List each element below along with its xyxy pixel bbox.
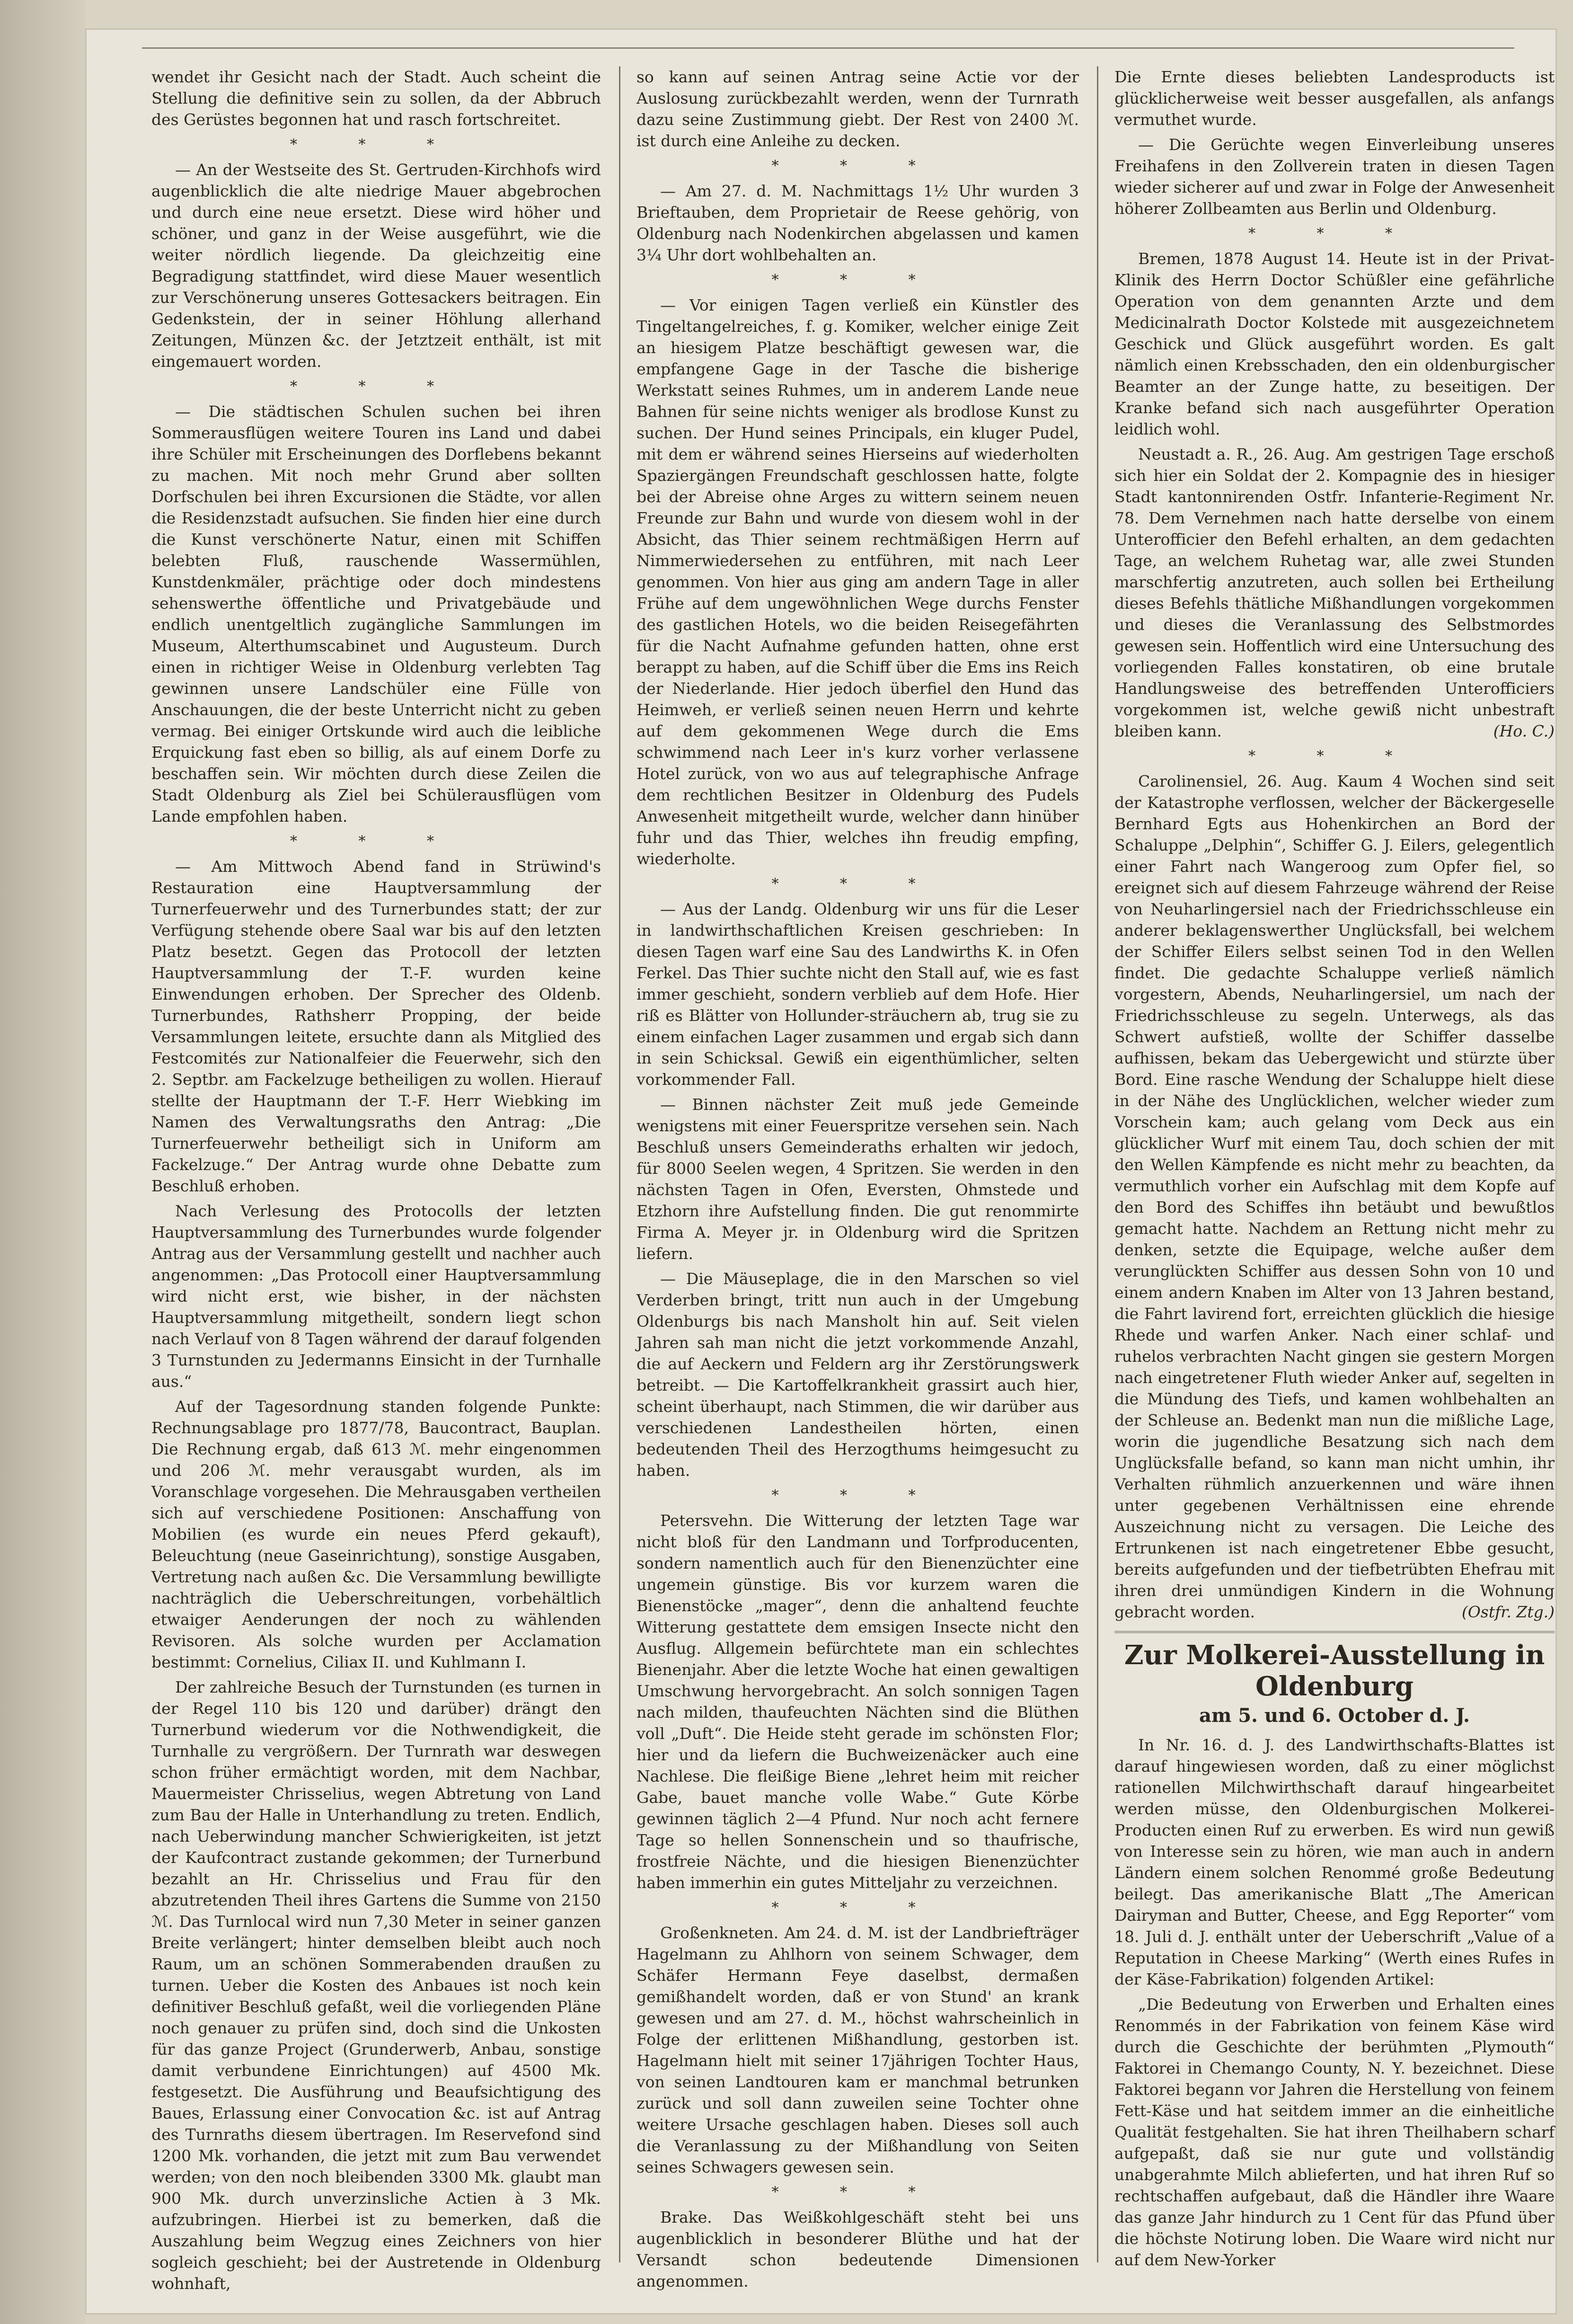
article-paragraph: Großenkneten. Am 24. d. M. ist der Landbriefträger Hagelmann zu Ahlhorn von seinem Schwager, dem Schäfer Hermann Feye daselbst, dermaßen gemißhandelt worden, daß er von Stund' an krank gewesen und am 27. d. M., höchst wahrscheinlich in Folge der erlittenen Mißhandlung, gestorben ist. Hagelmann hielt mit seiner 17jährigen Tochter Haus, von seinen Landtouren kam er manchmal betrunken zurück und soll dann zuweilen seine Tochter ohne weitere Ursache geschlagen haben. Dieses soll auch die Veranlassung zu der Mißhandlung von Seiten seines Schwagers gewesen sein. [636, 1924, 1079, 2176]
column-middle [636, 66, 1079, 2290]
article-paragraph: In Nr. 16. d. J. des Landwirthschafts-Blattes ist darauf hingewiesen worden, daß zu einer möglichst rationellen Milchwirthschaft darauf hingearbeitet werden müsse, den Oldenburgischen Molkerei-Producten einen Ruf zu erwerben. Es wird nun gewiß von Interesse sein zu hören, wie man auch in andern Ländern einem solchen Renommé große Bedeutung beilegt. Das amerikanische Blatt „The American Dairyman and Butter, Cheese, and Egg Reporter“ vom 18. Juli d. J. enthält unter der Ueberschrift „Value of a Reputation in Cheese Marking“ (Werth eines Rufes in der Käse-Fabrikation) folgenden Artikel: [1114, 1736, 1555, 1988]
column-left [151, 66, 601, 2293]
section-stars: * * * [290, 378, 463, 395]
section-stars: * * * [771, 158, 944, 174]
source-credit: (Ostfr. Ztg.) [1461, 1603, 1555, 1621]
section-stars: * * * [1248, 225, 1421, 242]
source-credit: (Ho. C.) [1493, 722, 1555, 740]
section-stars: * * * [771, 2184, 944, 2200]
section-stars: * * * [290, 833, 463, 850]
article-paragraph: — Am Mittwoch Abend fand in Strüwind's Restauration eine Hauptversammlung der Turnerfeuerwehr und des Turnerbundes statt; der zur Verfügung stehende obere Saal war bis auf den letzten Platz besetzt. Gegen das Protocoll der letzten Hauptversammlung der T.-F. wurden keine Einwendungen erhoben. Der Sprecher des Oldenb. Turnerbundes, Rathsherr Propping, der beide Versammlungen leitete, ersuchte dann als Mitglied des Festcomités zur Nationalfeier die Feuerwehr, sich den 2. Septbr. am Fackelzuge betheiligen zu wollen. Hierauf stellte der Hauptmann der T.-F. Herr Wiebking im Namen des Verwaltungsraths den Antrag: „Die Turnerfeuerwehr betheiligt sich in Uniform am Fackelzuge.“ Der Antrag wurde ohne Debatte zum Beschluß erhoben. [151, 857, 601, 1195]
top-rule [142, 47, 1514, 49]
column-right [1114, 66, 1555, 2269]
section-rule [1114, 1631, 1555, 1633]
article-paragraph: Auf der Tagesordnung standen folgende Punkte: Rechnungsablage pro 1877/78, Baucontract, Bauplan. Die Rechnung ergab, daß 613 ℳ. mehr eingenommen und 206 ℳ. mehr verausgabt wurden, als im Voranschlage vorgesehen. Die Mehrausgaben vertheilen sich auf verschiedene Positionen: Anschaffung von Mobilien (es wurde ein neues Pferd gekauft), Beleuchtung (neue Gaseinrichtung), sonstige Ausgaben, Vertretung nach außen &c. Die Versammlung bewilligte nachträglich die Ueberschreitungen, vorbehältlich etwaiger Aenderungen der noch zu wählenden Revisoren. Als solche wurden per Acclamation bestimmt: Cornelius, Ciliax II. und Kuhlmann I. [151, 1397, 601, 1671]
article-paragraph: — Vor einigen Tagen verließ ein Künstler des Tingeltangelreiches, f. g. Komiker, welcher einige Zeit an hiesigem Platze beschäftigt gewesen war, die empfangene Gage in der Tasche die bisherige Werkstatt seines Ruhmes, um in anderem Lande neue Bahnen für seine nichts weniger als brodlose Kunst zu suchen. Der Hund seines Principals, ein kluger Pudel, mit dem er während seines Hierseins auf wiederholten Spaziergängen Freundschaft geschlossen hatte, folgte bei der Abreise ohne Arges zu wittern seinem neuen Freunde zur Bahn und wurde von diesem wohl in der Absicht, das Thier seinem rechtmäßigen Herrn auf Nimmerwiedersehen zu entführen, mit nach Leer genommen. Von hier aus ging am andern Tage in aller Frühe auf dem ungewöhnlichen Wege durchs Fenster des gastlichen Hotels, wo die beiden Reisegefährten für die Nacht Aufnahme gefunden hatten, ohne erst berappt zu haben, auf die Schiff über die Ems ins Reich der Niederlande. Hier jedoch überfiel den Hund das Heimweh, er verließ seinen neuen Herrn und kehrte auf dem gekommenen Wege durch die Ems schwimmend nach Leer in's kurz vorher verlassene Hotel zurück, von wo aus auf telegraphische Anfrage dem rechtlichen Besitzer in Oldenburg des Pudels Anwesenheit mitgetheilt wurde, welcher dann hinüber fuhr und das Thier, welches ihn freudig empfing, wiederholte. [636, 296, 1079, 868]
article-paragraph: Nach Verlesung des Protocolls der letzten Hauptversammlung des Turnerbundes wurde folgender Antrag aus der Versammlung gestellt und nachher auch angenommen: „Das Protocoll einer Hauptversammlung wird nicht erst, wie bisher, in der nächsten Hauptversammlung mitgetheilt, sondern liegt schon nach Verlauf von 8 Tagen während der darauf folgenden 3 Turnstunden zu Jedermanns Einsicht in der Turnhalle aus.“ [151, 1202, 601, 1391]
section-stars: * * * [290, 136, 463, 153]
article-paragraph: — Die Gerüchte wegen Einverleibung unseres Freihafens in den Zollverein traten in diesen Tagen wieder sicherer auf und zwar in Folge der Anwesenheit höherer Zollbeamten aus Berlin und Oldenburg. [1114, 135, 1555, 218]
section-stars: * * * [771, 1899, 944, 1916]
section-stars: * * * [771, 1487, 944, 1504]
article-paragraph: — Am 27. d. M. Nachmittags 1½ Uhr wurden 3 Brieftauben, dem Proprietair de Reese gehörig, von Oldenburg nach Nodenkirchen abgelassen und kamen 3¼ Uhr dort wohlbehalten an. [636, 182, 1079, 264]
article-paragraph: Der zahlreiche Besuch der Turnstunden (es turnen in der Regel 110 bis 120 und darüber) drängt den Turnerbund wiederum vor die Nothwendigkeit, die Turnhalle zu vergrößern. Der Turnrath war deswegen schon früher ermächtigt worden, mit dem Nachbar, Mauermeister Chrisselius, wegen Abtretung von Land zum Bau der Halle in Unterhandlung zu treten. Endlich, nach Ueberwindung mancher Schwierigkeiten, ist jetzt der Kaufcontract zustande gekommen; der Turnerbund bezahlt an Hr. Chrisselius und Frau für den abzutretenden Theil ihres Gartens die Summe von 2150 ℳ. Das Turnlocal wird nun 7,30 Meter in seiner ganzen Breite verlängert; hinter demselben bleibt auch noch Raum, um an schönen Sommerabenden draußen zu turnen. Ueber die Kosten des Anbaues ist noch kein definitiver Beschluß gefaßt, weil die vorliegenden Pläne noch genauer zu prüfen sind, doch sind die Unkosten für das ganze Project (Grunderwerb, Anbau, sonstige damit verbundene Einrichtungen) auf 4500 Mk. festgesetzt. Die Ausführung und Beaufsichtigung des Baues, Erlassung einer Convocation &c. ist auf Antrag des Turnraths diesem übertragen. Im Reservefond sind 1200 Mk. vorhanden, die jetzt mit zum Bau verwendet werden; von den noch bleibenden 3300 Mk. glaubt man 900 Mk. durch unverzinsliche Actien à 3 Mk. aufzubringen. Hierbei ist zu bemerken, daß die Auszahlung beim Wegzug eines Zeichners von hier sogleich geschieht; bei der Austretende in Oldenburg wohnhaft, [151, 1678, 601, 2293]
article-paragraph: — Aus der Landg. Oldenburg wir uns für die Leser in landwirthschaftlichen Kreisen geschrieben: In diesen Tagen warf eine Sau des Landwirths K. in Ofen Ferkel. Das Thier suchte nicht den Stall auf, wie es fast immer geschieht, sondern verblieb auf dem Hofe. Hier riß es Blätter von Hollunder-sträuchern ab, trug sie zu einem einfachen Lager zusammen und ergab sich dann in sein Schicksal. Gewiß ein eigenthümlicher, selten vorkommender Fall. [636, 900, 1079, 1089]
article-paragraph: — Binnen nächster Zeit muß jede Gemeinde wenigstens mit einer Feuerspritze versehen sein. Nach Beschluß unsers Gemeinderaths erhalten wir jedoch, für 8000 Seelen wegen, 4 Spritzen. Sie werden in den nächsten Tagen in Ofen, Eversten, Ohmstede und Etzhorn ihre Aufstellung finden. Die gut renommirte Firma A. Meyer jr. in Oldenburg wird die Spritzen liefern. [636, 1095, 1079, 1263]
section-stars: * * * [1248, 748, 1421, 764]
article-paragraph: Die Ernte dieses beliebten Landesproducts ist glücklicherweise weit besser ausgefallen, als anfangs vermuthet wurde. [1114, 68, 1555, 129]
section-stars: * * * [771, 272, 944, 288]
book-gutter [0, 0, 85, 2324]
article-paragraph: wendet ihr Gesicht nach der Stadt. Auch scheint die Stellung die definitive sein zu sollen, da der Abbruch des Gerüstes begonnen hat und rasch fortschreitet. [151, 68, 601, 129]
article-subheading: am 5. und 6. October d. J. [1199, 1704, 1470, 1727]
article-paragraph: Petersvehn. Die Witterung der letzten Tage war nicht bloß für den Landmann und Torfproducenten, sondern namentlich auch für den Bienenzüchter eine ungemein günstige. Bis vor kurzem waren die Bienenstöcke „mager“, denn die anhaltend feuchte Witterung gestattete dem emsigen Insecte nicht den Ausflug. Allgemein befürchtete man ein schlechtes Bienenjahr. Aber die letzte Woche hat einen gewaltigen Umschwung hervorgebracht. An solch sonnigen Tagen nach milden, thaufeuchten Nächten sind die Blüthen voll „Duft“. Die Heide steht gerade im schönsten Flor; hier und da liefern die Buchweizenäcker auch eine Nachlese. Die fleißige Biene „lehret heim mit reicher Gabe, bauet manche volle Wabe.“ Gute Körbe gewinnen täglich 2—4 Pfund. Nur noch acht fernere Tage so hellen Sonnenschein und so thaufrische, frostfreie Nächte, und die hiesigen Bienenzüchter haben immerhin ein gutes Mitteljahr zu verzeichnen. [636, 1511, 1079, 1892]
section-stars: * * * [771, 876, 944, 892]
article-paragraph: Bremen, 1878 August 14. Heute ist in der Privat-Klinik des Herrn Doctor Schüßler eine gefährliche Operation von dem genannten Arzte und dem Medicinalrath Doctor Kolstede mit ausgezeichnetem Geschick und Glück ausgeführt worden. Es galt nämlich einen Krebsschaden, den ein oldenburgischer Beamter an der Zunge hatte, zu beseitigen. Der Kranke befand sich nach ausgeführter Operation leidlich wohl. [1114, 249, 1555, 438]
article-paragraph: — Die städtischen Schulen suchen bei ihren Sommerausflügen weitere Touren ins Land und dabei ihre Schüler mit Erscheinungen des Dorflebens bekannt zu machen. Mit noch mehr Grund aber sollten Dorfschulen bei ihren Excursionen die Städte, vor allen die Residenzstadt aufsuchen. Sie finden hier eine durch die Kunst verschönerte Natur, einen mit Schiffen belebten Fluß, rauschende Wassermühlen, Kunstdenkmäler, prächtige oder doch mindestens sehenswerthe öffentliche und Privatgebäude und endlich unentgeltlich zugängliche Sammlungen im Museum, Alterthumscabinet und Augusteum. Durch einen in richtiger Weise in Oldenburg verlebten Tag gewinnen unsere Landschüler eine Fülle von Anschauungen, die der beste Unterricht nicht zu geben vermag. Bei einiger Ortskunde wird auch die leibliche Erquickung fast eben so billig, als auf einem Dorfe zu beschaffen sein. Wir möchten durch diese Zeilen die Stadt Oldenburg als Ziel bei Schülerausflügen vom Lande empfohlen haben. [151, 402, 601, 825]
article-paragraph: Carolinensiel, 26. Aug. Kaum 4 Wochen sind seit der Katastrophe verflossen, welcher der Bäckergeselle Bernhard Egts aus Hohenkirchen an Bord der Schaluppe „Delphin“, Schiffer G. J. Eilers, gelegentlich einer Fahrt nach Wangeroog zum Opfer fiel, so ereignet sich auf diesem Fahrzeuge während der Reise von Neuharlingersiel nach der Friedrichsschleuse ein anderer beklagenswerther Unglücksfall, bei welchem der Schiffer Eilers selbst seinen Tod in den Wellen findet. Die gedachte Schaluppe verließ nämlich vorgestern, Abends, Neuharlingersiel, um nach der Friedrichsschleuse zu segeln. Unterwegs, als das Schwert aufstieß, wollte der Schiffer dasselbe aufhissen, bekam das Uebergewicht und stürzte über Bord. Eine rasche Wendung der Schaluppe hielt diese in der Nähe des Unglücklichen, welcher wieder zum Vorschein kam; auch gelang vom Deck aus ein glücklicher Wurf mit einem Tau, doch schien der mit den Wellen Kämpfende es nicht mehr zu beachten, da vermuthlich vorher ein Aufschlag mit dem Kopfe auf den Bord des Schiffes ihn betäubt und bewußtlos gemacht hatte. Nachdem an Rettung nicht mehr zu denken, setzte die Equipage, welche außer dem verunglückten Schiffer aus dessen Sohn von 10 und einem andern Knaben im Alter von 13 Jahren bestand, die Fahrt lavirend fort, erreichten glücklich die hiesige Rhede und warfen Anker. Nach einer schlaf- und ruhelos verbrachten Nacht gingen sie gestern Morgen nach eingetretener Fluth wieder Anker auf, segelten in die Mündung des Tiefs, und kamen wohlbehalten an der Schleuse an. Bedenkt man nun die mißliche Lage, worin die jugendliche Besatzung sich nach dem Unglücksfalle befand, so kann man nicht umhin, ihr Verhalten rühmlich anzuerkennen und wäre ihnen unter gegebenen Verhältnissen eine ehrende Auszeichnung nicht zu versagen. Die Leiche des Ertrunkenen ist nach eingetretener Ebbe gesucht, bereits aufgefunden und der tiefbetrübten Ehefrau mit ihren drei unmündigen Kindern in die Wohnung gebracht worden. (Ostfr. Ztg.) [1114, 771, 1555, 1623]
article-paragraph: „Die Bedeutung von Erwerben und Erhalten eines Renommés in der Fabrikation von feinem Käse wird durch die Geschichte der berühmten „Plymouth“ Faktorei in Chemango County, N. Y. bezeichnet. Diese Faktorei begann vor Jahren die Herstellung von feinem Fett-Käse und hat seitdem immer an die einheitliche Qualität festgehalten. Sie hat ihren Theilhabern scharf aufgepaßt, daß sie nur gute und vollständig unabgerahmte Milch ablieferten, und hat ihren Ruf so rechtschaffen aufgebaut, daß die Händler ihre Waare das ganze Jahr hindurch zu 1 Cent für das Pfund über die höchste Notirung loben. Die Waare wird nicht nur auf dem New-Yorker [1114, 1995, 1555, 2269]
column-divider-2 [1097, 66, 1098, 2262]
article-paragraph: — An der Westseite des St. Gertruden-Kirchhofs wird augenblicklich die alte niedrige Mauer abgebrochen und durch eine neue ersetzt. Diese wird höher und schöner, und ganz in der Weise ausgeführt, wie die weiter nördlich liegende. Da gleichzeitig eine Begradigung stattfindet, wird diese Mauer wesentlich zur Verschönerung unseres Gottesackers beitragen. Ein Gedenkstein, der in seiner Höhlung allerhand Zeitungen, Münzen &c. der Jetztzeit enthält, ist mit eingemauert worden. [151, 160, 601, 371]
article-paragraph: — Die Mäuseplage, die in den Marschen so viel Verderben bringt, tritt nun auch in der Umgebung Oldenburgs bis nach Mansholt hin auf. Seit vielen Jahren sah man nicht die jetzt vorkommende Anzahl, die auf Aeckern und Feldern arg ihr Zerstörungswerk betreibt. — Die Kartoffelkrankheit grassirt auch hier, scheint überhaupt, nach Stimmen, die wir darüber aus verschiedenen Landestheilen hörten, einen bedeutenden Theil des Herzogthums heimgesucht zu haben. [636, 1269, 1079, 1480]
column-divider-1 [619, 66, 620, 2262]
article-heading: Zur Molkerei-Ausstellung in Oldenburg [1124, 1640, 1545, 1702]
article-paragraph: Brake. Das Weißkohlgeschäft steht bei uns augenblicklich in besonderer Blüthe und hat der Versandt schon bedeutende Dimensionen angenommen. [636, 2208, 1079, 2290]
article-paragraph: Neustadt a. R., 26. Aug. Am gestrigen Tage erschoß sich hier ein Soldat der 2. Kompagnie des in hiesiger Stadt kantonnirenden Ostfr. Infanterie-Regiment Nr. 78. Dem Vernehmen nach hatte derselbe von einem Unterofficier den Befehl erhalten, an dem gedachten Tage, an welchem Ruhetag war, alle zwei Stunden marschfertig anzutreten, auch sollen bei Ertheilung dieses Befehls thätliche Mißhandlungen vorgekommen und dieses die Veranlassung des Selbstmordes gewesen sein. Hoffentlich wird eine Untersuchung des vorliegenden Falles konstatiren, ob eine brutale Handlungsweise des betreffenden Unterofficiers vorgekommen ist, welche gewiß nicht unbestraft bleiben kann. (Ho. C.) [1114, 444, 1555, 742]
article-paragraph: so kann auf seinen Antrag seine Actie vor der Auslosung zurückbezahlt werden, wenn der Turnrath dazu seine Zustimmung giebt. Der Rest von 2400 ℳ. ist durch eine Anleihe zu decken. [636, 68, 1079, 150]
